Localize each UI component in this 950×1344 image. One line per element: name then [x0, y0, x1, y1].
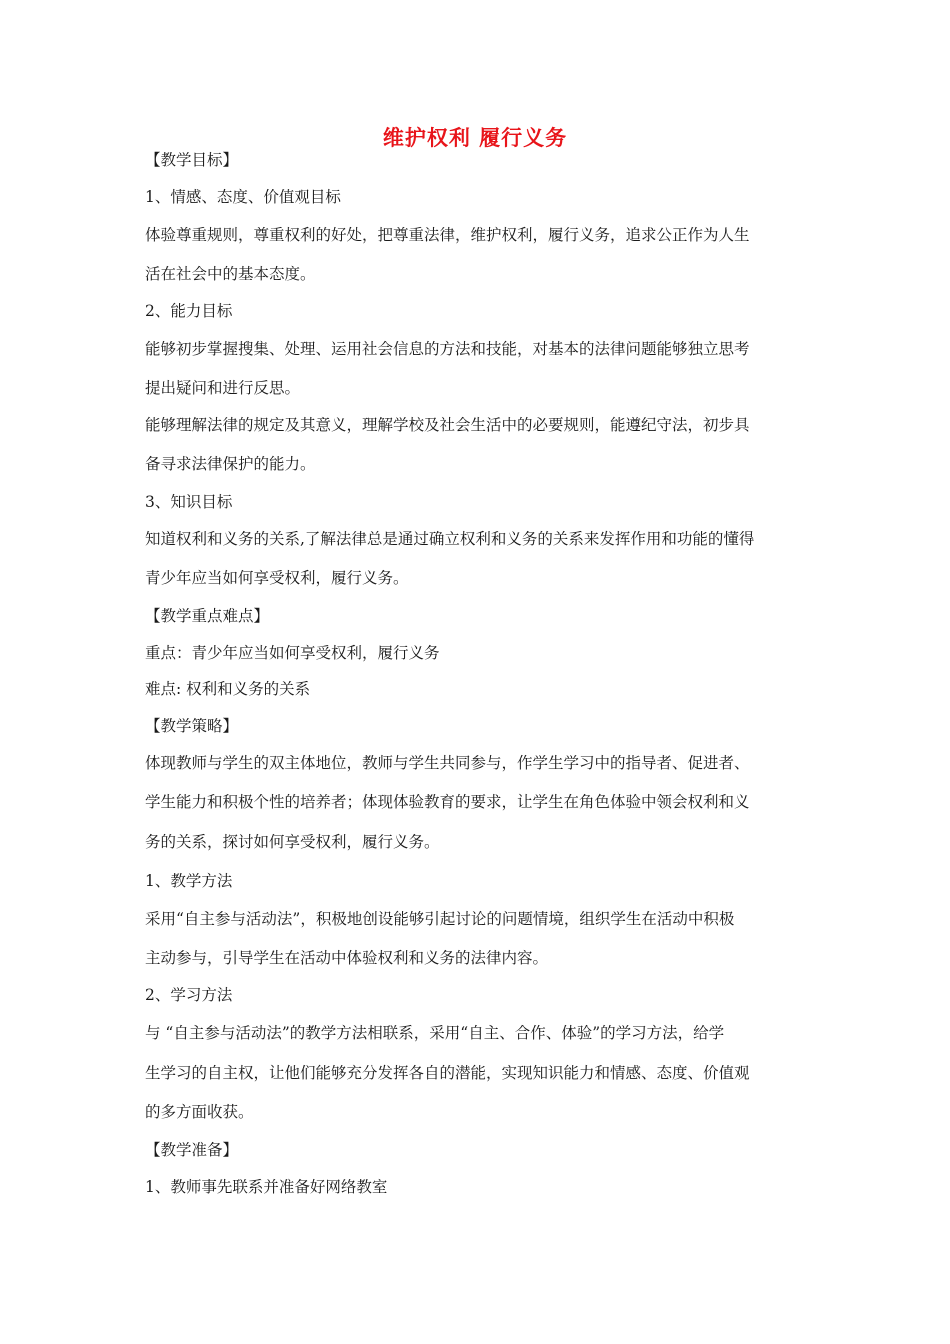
paragraph-line: 提出疑问和进行反思。 — [145, 379, 301, 397]
paragraph-line: 的多方面收获。 — [145, 1103, 254, 1121]
key-point-line: 重点：青少年应当如何享受权利，履行义务 — [145, 644, 440, 662]
paragraph-line: 活在社会中的基本态度。 — [145, 265, 316, 283]
difficult-point-line: 难点: 权利和义务的关系 — [145, 680, 311, 698]
paragraph-line: 能够理解法律的规定及其意义，理解学校及社会生活中的必要规则，能遵纪守法，初步具 — [145, 416, 750, 434]
paragraph-line: 体验尊重规则，尊重权利的好处，把尊重法律，维护权利，履行义务，追求公正作为人生 — [145, 226, 750, 244]
paragraph-line: 体现教师与学生的双主体地位，教师与学生共同参与，作学生学习中的指导者、促进者、 — [145, 754, 750, 772]
section-heading-strategy: 【教学策略】 — [145, 717, 239, 735]
paragraph-line: 备寻求法律保护的能力。 — [145, 455, 316, 473]
paragraph-line: 采用“自主参与活动法”，积极地创设能够引起讨论的问题情境，组织学生在活动中积极 — [145, 910, 735, 928]
paragraph-line: 主动参与，引导学生在活动中体验权利和义务的法律内容。 — [145, 949, 549, 967]
section-heading-preparation: 【教学准备】 — [145, 1141, 239, 1159]
subheading-emotion-goal: 1、情感、态度、价值观目标 — [145, 188, 341, 206]
preparation-item: 1、教师事先联系并准备好网络教室 — [145, 1178, 388, 1196]
document-title: 维护权利 履行义务 — [382, 126, 568, 150]
paragraph-line: 生学习的自主权，让他们能够充分发挥各自的潜能，实现知识能力和情感、态度、价值观 — [145, 1064, 750, 1082]
paragraph-line: 学生能力和积极个性的培养者；体现体验教育的要求，让学生在角色体验中领会权利和义 — [145, 793, 750, 811]
paragraph-line: 知道权利和义务的关系,了解法律总是通过确立权利和义务的关系来发挥作用和功能的懂得 — [145, 530, 755, 548]
subheading-ability-goal: 2、能力目标 — [145, 302, 233, 320]
section-heading-key-points: 【教学重点难点】 — [145, 607, 270, 625]
paragraph-line: 与 “自主参与活动法”的教学方法相联系，采用“自主、合作、体验”的学习方法，给学 — [145, 1024, 725, 1042]
paragraph-line: 务的关系，探讨如何享受权利，履行义务。 — [145, 833, 440, 851]
paragraph-line: 能够初步掌握搜集、处理、运用社会信息的方法和技能，对基本的法律问题能够独立思考 — [145, 340, 750, 358]
subheading-learning-method: 2、学习方法 — [145, 986, 233, 1004]
subheading-teaching-method: 1、教学方法 — [145, 872, 233, 890]
paragraph-line: 青少年应当如何享受权利，履行义务。 — [145, 569, 409, 587]
section-heading-teaching-goals: 【教学目标】 — [145, 151, 239, 169]
subheading-knowledge-goal: 3、知识目标 — [145, 493, 233, 511]
